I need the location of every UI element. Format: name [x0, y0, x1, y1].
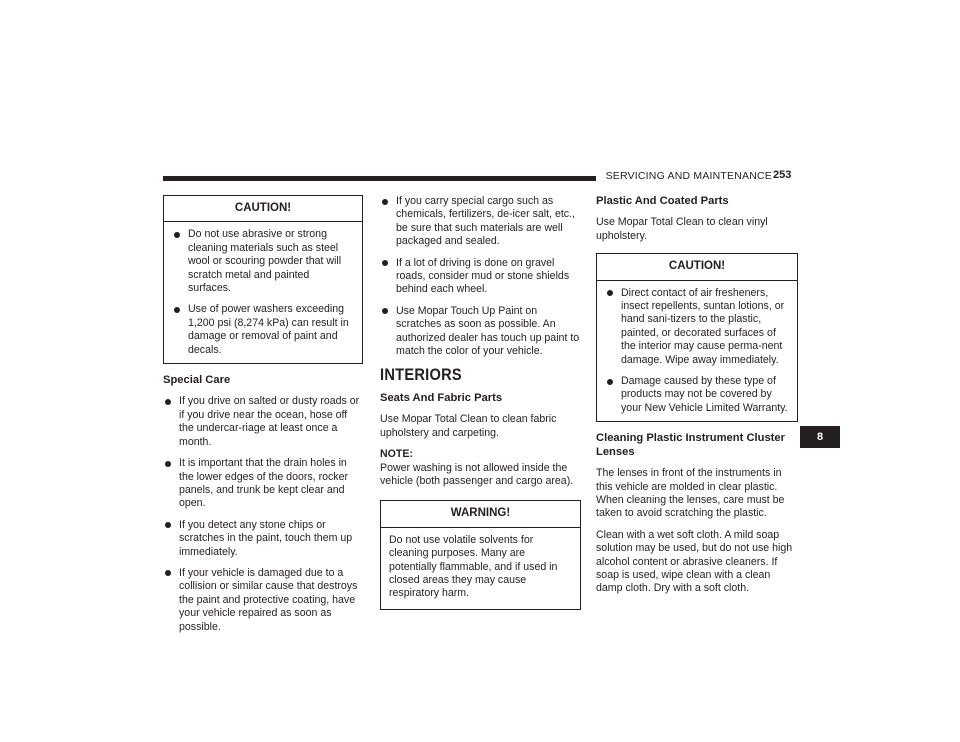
- column-1: [163, 195, 363, 634]
- bullet-icon: [174, 232, 180, 238]
- warning-text: Do not use volatile solvents for cleaning purposes. Many are potentially flammable, and if used in closed areas they may cause respiratory harm.: [389, 533, 558, 600]
- list-item: Direct contact of air fresheners, insect repellents, suntan lotions, or hand sani-tizers to the plastic, painted, or decorated surfaces of the interior may cause perma-nent damage. Wipe away immediately.: [605, 287, 789, 367]
- bullet-icon: [607, 379, 613, 385]
- seats-text: Use Mopar Total Clean to clean fabric upholstery and carpeting.: [380, 413, 557, 439]
- lenses-heading: Cleaning Plastic Instrument Cluster Lenses: [596, 432, 785, 458]
- list-item: Use of power washers exceeding 1,200 psi (8,274 kPa) can result in damage or removal of paint and decals.: [172, 303, 354, 357]
- list-item: If you drive on salted or dusty roads or if you drive near the ocean, hose off the undercar-riage at least once a month.: [163, 395, 363, 449]
- list-item: Damage caused by these type of products may not be covered by your New Vehicle Limited Warranty.: [605, 375, 789, 415]
- list-item: If you carry special cargo such as chemicals, fertilizers, de-icer salt, etc., be sure that such materials are well packaged and sealed.: [380, 195, 581, 249]
- list-item: If your vehicle is damaged due to a collision or similar cause that destroys the paint and protective coating, have your vehicle repaired as soon as possible.: [163, 567, 363, 634]
- lenses-paragraph-1: The lenses in front of the instruments in this vehicle are molded in clear plastic. When cleaning the lenses, care must be taken to avoid scratching the plastic.: [596, 467, 785, 520]
- bullet-icon: [165, 570, 171, 576]
- list-item: Use Mopar Touch Up Paint on scratches as soon as possible. An authorized dealer has touch up paint to match the color of your vehicle.: [380, 305, 581, 359]
- bullet-icon: [174, 307, 180, 313]
- caution-list: [172, 228, 354, 357]
- bullet-icon: [382, 260, 388, 266]
- plastic-heading: Plastic And Coated Parts: [596, 195, 729, 207]
- caution-title: CAUTION!: [597, 254, 797, 280]
- plastic-text: Use Mopar Total Clean to clean vinyl upholstery.: [596, 216, 768, 242]
- bullet-icon: [165, 461, 171, 467]
- page-number: 253: [773, 169, 792, 181]
- warning-box: [380, 500, 581, 609]
- caution-box-interior: [596, 253, 798, 422]
- list-item: It is important that the drain holes in the lower edges of the doors, rocker panels, and trunk be kept clear and open.: [163, 457, 363, 511]
- list-item: Do not use abrasive or strong cleaning materials such as steel wool or scouring powder that will scratch metal and painted surfaces.: [172, 228, 354, 295]
- care-list-continued: [380, 195, 581, 358]
- bullet-icon: [382, 199, 388, 205]
- caution-box: [163, 195, 363, 364]
- caution-title: CAUTION!: [164, 196, 362, 222]
- bullet-icon: [165, 522, 171, 528]
- bullet-icon: [607, 290, 613, 296]
- special-care-list: [163, 395, 363, 634]
- column-3: [596, 195, 798, 604]
- list-item: If a lot of driving is done on gravel roads, consider mud or stone shields behind each wheel.: [380, 257, 581, 297]
- list-item: If you detect any stone chips or scratches in the paint, touch them up immediately.: [163, 519, 363, 559]
- special-care-heading: Special Care: [163, 374, 231, 387]
- column-2: [380, 195, 581, 610]
- bullet-icon: [382, 308, 388, 314]
- seats-heading: Seats And Fabric Parts: [380, 391, 503, 404]
- note-label: NOTE:: [380, 448, 413, 461]
- warning-title: WARNING!: [381, 501, 580, 527]
- lenses-paragraph-2: Clean with a wet soft cloth. A mild soap solution may be used, but do not use high alcohol content or abrasive cleaners. If soap is used, wipe clean with a clean damp cloth. Dry with a soft cloth.: [596, 528, 793, 595]
- note-text: Power washing is not allowed inside the vehicle (both passenger and cargo area).: [380, 461, 574, 487]
- bullet-icon: [165, 399, 171, 405]
- section-title: SERVICING AND MAINTENANCE: [596, 170, 778, 182]
- chapter-tab: 8: [800, 426, 840, 448]
- interiors-heading: INTERIORS: [380, 365, 462, 385]
- caution-list: [605, 287, 789, 416]
